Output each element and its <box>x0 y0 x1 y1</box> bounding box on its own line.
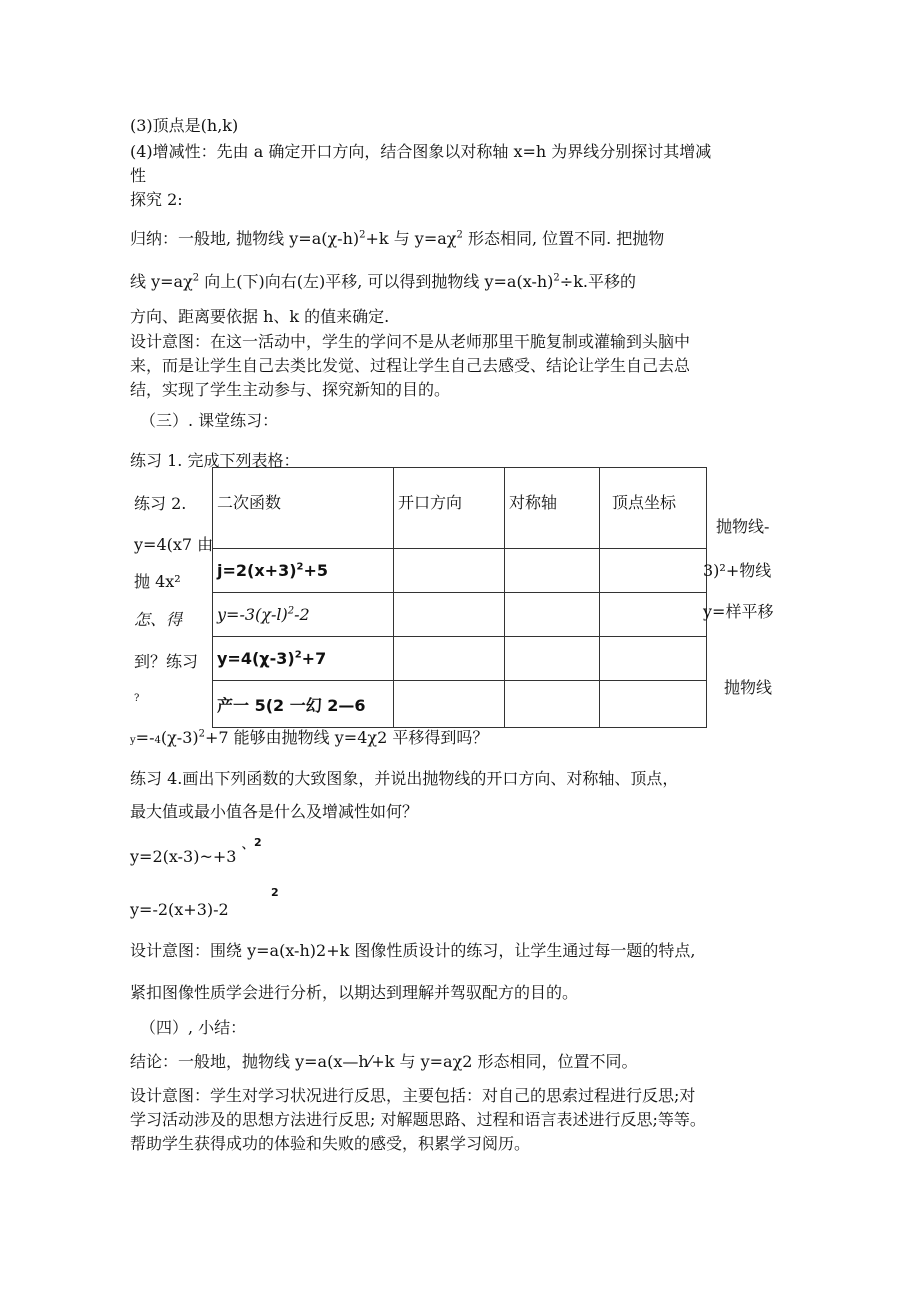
left-col-6: ? <box>134 693 140 704</box>
table-row <box>213 681 707 728</box>
small-4: 4 <box>154 735 161 746</box>
left-col-5: 到？练习 <box>134 652 199 671</box>
design-intent-1-line-1: 设计意图：在这一活动中，学生的学问不是从老师那里干脆复制或灌输到头脑中 <box>130 332 691 351</box>
design-intent-2-line-2: 紧扣图像性质学会进行分析，以期达到理解并驾驭配方的目的。 <box>130 983 579 1002</box>
summary-part-a: 归纳：一般地, 抛物线 y=a(χ-h) <box>130 229 360 248</box>
cell-axis <box>505 681 600 728</box>
table-header-row <box>213 468 707 549</box>
exercise-4-line-1: 练习 4.画出下列函数的大致图象，并说出抛物线的开口方向、对称轴、顶点， <box>130 769 679 788</box>
equation-2-exponent: 2 <box>271 886 279 899</box>
header-function: 二次函数 <box>213 468 394 549</box>
cell-opening <box>394 681 505 728</box>
cell-opening <box>394 593 505 637</box>
cell-opening <box>394 637 505 681</box>
left-col-3: 抛 4x² <box>134 572 181 591</box>
summary-line-3: 方向、距离要依据 h、k 的值来确定. <box>130 307 390 326</box>
small-y: y <box>130 735 136 746</box>
cell-axis <box>505 549 600 593</box>
cell-function: $j=2(x+3)^2+5$ <box>213 549 394 593</box>
summary-part-a: 线 y=aχ <box>130 272 193 291</box>
exercise-3-line <box>130 727 488 752</box>
exercise-4-line-2: 最大值或最小值各是什么及增减性如何？ <box>130 802 419 821</box>
summary-part-c: ÷k.平移的 <box>559 272 636 291</box>
cell-axis <box>505 593 600 637</box>
right-col-3: y=样平移 <box>703 602 774 621</box>
cell-vertex <box>600 637 707 681</box>
design-intent-2-line-1: 设计意图：围绕 y=a(x-h)2+k 图像性质设计的练习，让学生通过每一题的特点, <box>130 941 696 960</box>
left-col-2: y=4(x7 由 <box>134 535 214 554</box>
summary-line-2 <box>130 271 636 293</box>
table-row <box>213 593 707 637</box>
left-col-4: 怎、得 <box>134 610 183 629</box>
left-col-1: 练习 2. <box>134 494 187 513</box>
cell-vertex <box>600 681 707 728</box>
section-3-heading: （三）. 课堂练习： <box>140 411 279 430</box>
cell-vertex <box>600 549 707 593</box>
equation-1-mark: 、 <box>242 838 253 851</box>
right-col-1: 抛物线- <box>716 517 770 536</box>
eq-part: (χ-3) <box>160 728 199 747</box>
cell-opening <box>394 549 505 593</box>
header-axis: 对称轴 <box>505 468 600 549</box>
table-row <box>213 549 707 593</box>
eq-part: =- <box>135 728 155 747</box>
vertex-line: (3)顶点是(h,k) <box>130 116 239 135</box>
quadratic-table <box>212 467 707 728</box>
monotonicity-line: (4)增减性：先由 a 确定开口方向，结合图象以对称轴 x=h 为界线分别探讨其增减 <box>130 142 712 161</box>
equation-1: y=2(x-3)~+3 <box>130 847 237 866</box>
header-vertex: 顶点坐标 <box>600 468 707 549</box>
superscript: 2 <box>456 229 463 241</box>
design-intent-1-line-3: 结，实现了学生主动参与、探究新知的目的。 <box>130 380 451 399</box>
table-row <box>213 637 707 681</box>
superscript: 2 <box>553 272 560 284</box>
explore-2-heading: 探究 2: <box>130 190 183 209</box>
section-4-heading: （四）, 小结： <box>140 1018 247 1037</box>
design-intent-3-line-1: 设计意图：学生对学习状况进行反思，主要包括：对自己的思索过程进行反思;对 <box>130 1086 696 1105</box>
right-col-2: 3)²+物线 <box>703 561 772 580</box>
equation-1-exponent: 2 <box>254 836 262 849</box>
superscript: 2 <box>359 229 366 241</box>
eq-part: +7 能够由抛物线 y=4χ2 平移得到吗？ <box>204 728 489 747</box>
cell-function: 产一 5(2 一幻 2—6 <box>213 681 394 728</box>
design-intent-3-line-2: 学习活动涉及的思想方法进行反思; 对解题思路、过程和语言表述进行反思;等等。 <box>130 1110 706 1129</box>
right-col-4: 抛物线 <box>724 678 773 697</box>
summary-part-b: +k 与 y=aχ <box>365 229 457 248</box>
superscript: 2 <box>192 272 200 284</box>
summary-part-c: 形态相同, 位置不同. 把抛物 <box>462 229 665 248</box>
equation-2: y=-2(x+3)-2 <box>130 900 229 919</box>
summary-part-b: 向上(下)向右(左)平移, 可以得到抛物线 y=a(x-h) <box>199 272 554 291</box>
cell-vertex <box>600 593 707 637</box>
cell-function: $y=4(\chi-3)^2+7$ <box>213 637 394 681</box>
cell-function: $y=-3(\chi-l)^2-2$ <box>213 593 394 637</box>
header-opening: 开口方向 <box>394 468 505 549</box>
exercise-1-heading: 练习 1. 完成下列表格： <box>130 451 300 470</box>
cell-axis <box>505 637 600 681</box>
monotonicity-line-cont: 性 <box>130 166 147 185</box>
summary-line-1 <box>130 228 664 250</box>
design-intent-1-line-2: 来，而是让学生自己去类比发觉、过程让学生自己去感受、结论让学生自己去总 <box>130 356 691 375</box>
superscript: 2 <box>198 728 205 740</box>
design-intent-3-line-3: 帮助学生获得成功的体验和失败的感受，积累学习阅历。 <box>130 1134 531 1153</box>
conclusion-line: 结论：一般地，抛物线 y=a(x—h⁄+k 与 y=aχ2 形态相同，位置不同。 <box>130 1052 638 1071</box>
